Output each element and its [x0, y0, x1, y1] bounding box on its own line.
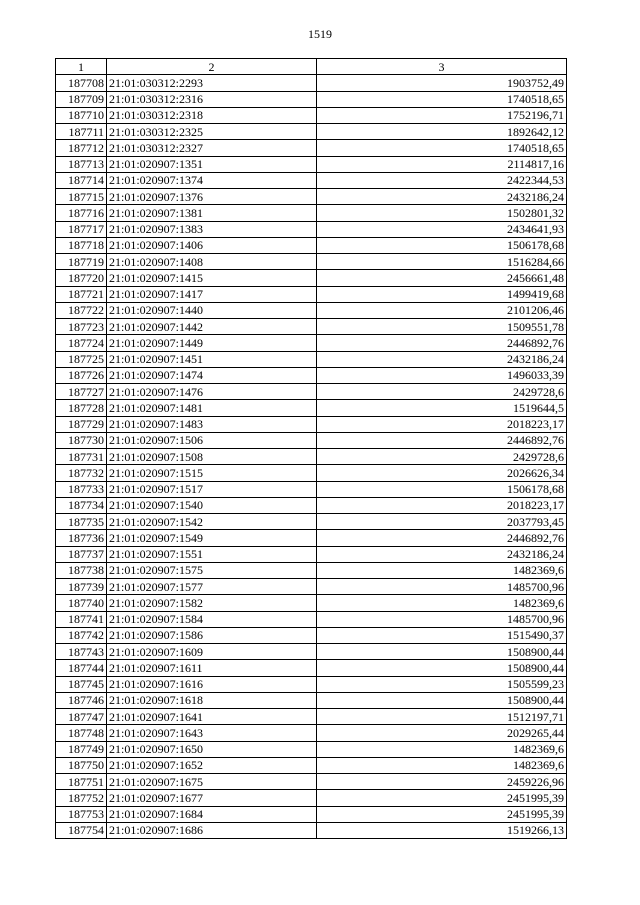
value-cell: 1508900,44: [317, 692, 567, 708]
value-cell: 1505599,23: [317, 676, 567, 692]
table-row: [56, 481, 567, 497]
value-cell: 1740518,65: [317, 140, 567, 156]
cadastral-number-cell: 21:01:020907:1408: [107, 254, 317, 270]
value-cell: 2422344,53: [317, 172, 567, 188]
table-row: [56, 514, 567, 530]
table-row: [56, 221, 567, 237]
cadastral-number-cell: 21:01:020907:1652: [107, 757, 317, 773]
table-row: [56, 319, 567, 335]
value-cell: 2451995,39: [317, 806, 567, 822]
row-number-cell: 187744: [56, 660, 107, 676]
table-row: [56, 286, 567, 302]
table-body: [56, 75, 567, 839]
cadastral-number-cell: 21:01:030312:2325: [107, 124, 317, 140]
row-number-cell: 187730: [56, 432, 107, 448]
table-row: [56, 335, 567, 351]
row-number-cell: 187729: [56, 416, 107, 432]
value-cell: 2101206,46: [317, 302, 567, 318]
value-cell: 1740518,65: [317, 91, 567, 107]
row-number-cell: 187752: [56, 790, 107, 806]
cadastral-number-cell: 21:01:020907:1476: [107, 384, 317, 400]
cadastral-number-cell: 21:01:030312:2316: [107, 91, 317, 107]
table-row: [56, 237, 567, 253]
table-row: [56, 400, 567, 416]
cadastral-number-cell: 21:01:020907:1686: [107, 822, 317, 838]
value-cell: 1506178,68: [317, 237, 567, 253]
cadastral-number-cell: 21:01:020907:1616: [107, 676, 317, 692]
table-row: [56, 790, 567, 806]
table-row: [56, 497, 567, 513]
cadastral-number-cell: 21:01:020907:1675: [107, 774, 317, 790]
row-number-cell: 187726: [56, 367, 107, 383]
cadastral-number-cell: 21:01:020907:1406: [107, 237, 317, 253]
cadastral-number-cell: 21:01:020907:1586: [107, 627, 317, 643]
value-cell: 2018223,17: [317, 497, 567, 513]
table-row: [56, 351, 567, 367]
value-cell: 1752196,71: [317, 107, 567, 123]
row-number-cell: 187715: [56, 189, 107, 205]
row-number-cell: 187731: [56, 449, 107, 465]
row-number-cell: 187754: [56, 822, 107, 838]
cadastral-number-cell: 21:01:020907:1449: [107, 335, 317, 351]
table-row: [56, 741, 567, 757]
value-cell: 1509551,78: [317, 319, 567, 335]
table-row: [56, 627, 567, 643]
value-cell: 1482369,6: [317, 595, 567, 611]
data-table: [55, 58, 567, 839]
table-row: [56, 124, 567, 140]
cadastral-number-cell: 21:01:020907:1575: [107, 562, 317, 578]
cadastral-number-cell: 21:01:020907:1609: [107, 644, 317, 660]
value-cell: 2446892,76: [317, 530, 567, 546]
value-cell: 1482369,6: [317, 741, 567, 757]
value-cell: 2432186,24: [317, 546, 567, 562]
value-cell: 1519644,5: [317, 400, 567, 416]
cadastral-number-cell: 21:01:020907:1677: [107, 790, 317, 806]
row-number-cell: 187717: [56, 221, 107, 237]
cadastral-number-cell: 21:01:020907:1376: [107, 189, 317, 205]
value-cell: 2037793,45: [317, 514, 567, 530]
row-number-cell: 187736: [56, 530, 107, 546]
table-row: [56, 806, 567, 822]
row-number-cell: 187749: [56, 741, 107, 757]
value-cell: 2114817,16: [317, 156, 567, 172]
row-number-cell: 187716: [56, 205, 107, 221]
row-number-cell: 187719: [56, 254, 107, 270]
value-cell: 1485700,96: [317, 579, 567, 595]
row-number-cell: 187714: [56, 172, 107, 188]
table-row: [56, 189, 567, 205]
cadastral-number-cell: 21:01:020907:1481: [107, 400, 317, 416]
table-row: [56, 156, 567, 172]
row-number-cell: 187713: [56, 156, 107, 172]
value-cell: 1482369,6: [317, 757, 567, 773]
row-number-cell: 187728: [56, 400, 107, 416]
cadastral-number-cell: 21:01:030312:2327: [107, 140, 317, 156]
page-number: 1519: [308, 27, 332, 41]
column-header-3: 3: [317, 59, 567, 75]
row-number-cell: 187738: [56, 562, 107, 578]
value-cell: 1903752,49: [317, 75, 567, 91]
cadastral-number-cell: 21:01:020907:1508: [107, 449, 317, 465]
value-cell: 1499419,68: [317, 286, 567, 302]
cadastral-number-cell: 21:01:020907:1374: [107, 172, 317, 188]
row-number-cell: 187733: [56, 481, 107, 497]
cadastral-number-cell: 21:01:030312:2318: [107, 107, 317, 123]
row-number-cell: 187718: [56, 237, 107, 253]
value-cell: 1496033,39: [317, 367, 567, 383]
value-cell: 2451995,39: [317, 790, 567, 806]
row-number-cell: 187746: [56, 692, 107, 708]
cadastral-number-cell: 21:01:020907:1643: [107, 725, 317, 741]
table-row: [56, 546, 567, 562]
value-cell: 1485700,96: [317, 611, 567, 627]
value-cell: 2446892,76: [317, 335, 567, 351]
value-cell: 1506178,68: [317, 481, 567, 497]
row-number-cell: 187722: [56, 302, 107, 318]
table-row: [56, 107, 567, 123]
row-number-cell: 187737: [56, 546, 107, 562]
value-cell: 1892642,12: [317, 124, 567, 140]
value-cell: 2446892,76: [317, 432, 567, 448]
table-row: [56, 725, 567, 741]
row-number-cell: 187732: [56, 465, 107, 481]
cadastral-number-cell: 21:01:020907:1474: [107, 367, 317, 383]
column-header-2: 2: [107, 59, 317, 75]
value-cell: 2018223,17: [317, 416, 567, 432]
cadastral-number-cell: 21:01:020907:1584: [107, 611, 317, 627]
row-number-cell: 187739: [56, 579, 107, 595]
cadastral-number-cell: 21:01:020907:1483: [107, 416, 317, 432]
table-row: [56, 465, 567, 481]
table-row: [56, 432, 567, 448]
row-number-cell: 187727: [56, 384, 107, 400]
cadastral-number-cell: 21:01:020907:1506: [107, 432, 317, 448]
table-row: [56, 270, 567, 286]
table-row: [56, 416, 567, 432]
row-number-cell: 187748: [56, 725, 107, 741]
table-row: [56, 774, 567, 790]
cadastral-number-cell: 21:01:020907:1611: [107, 660, 317, 676]
table-row: [56, 579, 567, 595]
table-row: [56, 822, 567, 838]
cadastral-number-cell: 21:01:020907:1684: [107, 806, 317, 822]
value-cell: 2459226,96: [317, 774, 567, 790]
table-row: [56, 562, 567, 578]
row-number-cell: 187723: [56, 319, 107, 335]
row-number-cell: 187710: [56, 107, 107, 123]
row-number-cell: 187750: [56, 757, 107, 773]
value-cell: 1508900,44: [317, 644, 567, 660]
cadastral-number-cell: 21:01:020907:1417: [107, 286, 317, 302]
table-row: [56, 254, 567, 270]
value-cell: 1516284,66: [317, 254, 567, 270]
table-row: [56, 611, 567, 627]
row-number-cell: 187712: [56, 140, 107, 156]
row-number-cell: 187720: [56, 270, 107, 286]
cadastral-number-cell: 21:01:020907:1582: [107, 595, 317, 611]
cadastral-number-cell: 21:01:020907:1618: [107, 692, 317, 708]
table-row: [56, 367, 567, 383]
table-row: [56, 75, 567, 91]
value-cell: 2432186,24: [317, 351, 567, 367]
table-row: [56, 302, 567, 318]
table-row: [56, 91, 567, 107]
cadastral-number-cell: 21:01:020907:1451: [107, 351, 317, 367]
value-cell: 2429728,6: [317, 384, 567, 400]
cadastral-number-cell: 21:01:030312:2293: [107, 75, 317, 91]
table-row: [56, 595, 567, 611]
row-number-cell: 187740: [56, 595, 107, 611]
table-row: [56, 660, 567, 676]
cadastral-number-cell: 21:01:020907:1540: [107, 497, 317, 513]
value-cell: 2432186,24: [317, 189, 567, 205]
table-row: [56, 530, 567, 546]
row-number-cell: 187735: [56, 514, 107, 530]
value-cell: 2456661,48: [317, 270, 567, 286]
row-number-cell: 187743: [56, 644, 107, 660]
table-row: [56, 692, 567, 708]
row-number-cell: 187721: [56, 286, 107, 302]
row-number-cell: 187708: [56, 75, 107, 91]
row-number-cell: 187711: [56, 124, 107, 140]
cadastral-number-cell: 21:01:020907:1415: [107, 270, 317, 286]
row-number-cell: 187724: [56, 335, 107, 351]
value-cell: 1512197,71: [317, 709, 567, 725]
table-header-row: [56, 59, 567, 75]
cadastral-number-cell: 21:01:020907:1351: [107, 156, 317, 172]
value-cell: 2434641,93: [317, 221, 567, 237]
value-cell: 1502801,32: [317, 205, 567, 221]
row-number-cell: 187741: [56, 611, 107, 627]
cadastral-number-cell: 21:01:020907:1383: [107, 221, 317, 237]
cadastral-number-cell: 21:01:020907:1515: [107, 465, 317, 481]
table-row: [56, 644, 567, 660]
cadastral-number-cell: 21:01:020907:1641: [107, 709, 317, 725]
value-cell: 1508900,44: [317, 660, 567, 676]
table-row: [56, 709, 567, 725]
table-row: [56, 757, 567, 773]
table-row: [56, 140, 567, 156]
row-number-cell: 187745: [56, 676, 107, 692]
cadastral-number-cell: 21:01:020907:1551: [107, 546, 317, 562]
row-number-cell: 187734: [56, 497, 107, 513]
value-cell: 1519266,13: [317, 822, 567, 838]
cadastral-number-cell: 21:01:020907:1577: [107, 579, 317, 595]
cadastral-number-cell: 21:01:020907:1549: [107, 530, 317, 546]
table-row: [56, 676, 567, 692]
cadastral-number-cell: 21:01:020907:1442: [107, 319, 317, 335]
row-number-cell: 187742: [56, 627, 107, 643]
table-row: [56, 205, 567, 221]
value-cell: 2029265,44: [317, 725, 567, 741]
cadastral-number-cell: 21:01:020907:1381: [107, 205, 317, 221]
table-row: [56, 449, 567, 465]
value-cell: 1515490,37: [317, 627, 567, 643]
cadastral-number-cell: 21:01:020907:1517: [107, 481, 317, 497]
table-row: [56, 172, 567, 188]
row-number-cell: 187709: [56, 91, 107, 107]
value-cell: 2429728,6: [317, 449, 567, 465]
cadastral-number-cell: 21:01:020907:1650: [107, 741, 317, 757]
value-cell: 1482369,6: [317, 562, 567, 578]
cadastral-number-cell: 21:01:020907:1440: [107, 302, 317, 318]
column-header-1: 1: [56, 59, 107, 75]
cadastral-number-cell: 21:01:020907:1542: [107, 514, 317, 530]
row-number-cell: 187747: [56, 709, 107, 725]
table-row: [56, 384, 567, 400]
row-number-cell: 187725: [56, 351, 107, 367]
value-cell: 2026626,34: [317, 465, 567, 481]
row-number-cell: 187751: [56, 774, 107, 790]
row-number-cell: 187753: [56, 806, 107, 822]
